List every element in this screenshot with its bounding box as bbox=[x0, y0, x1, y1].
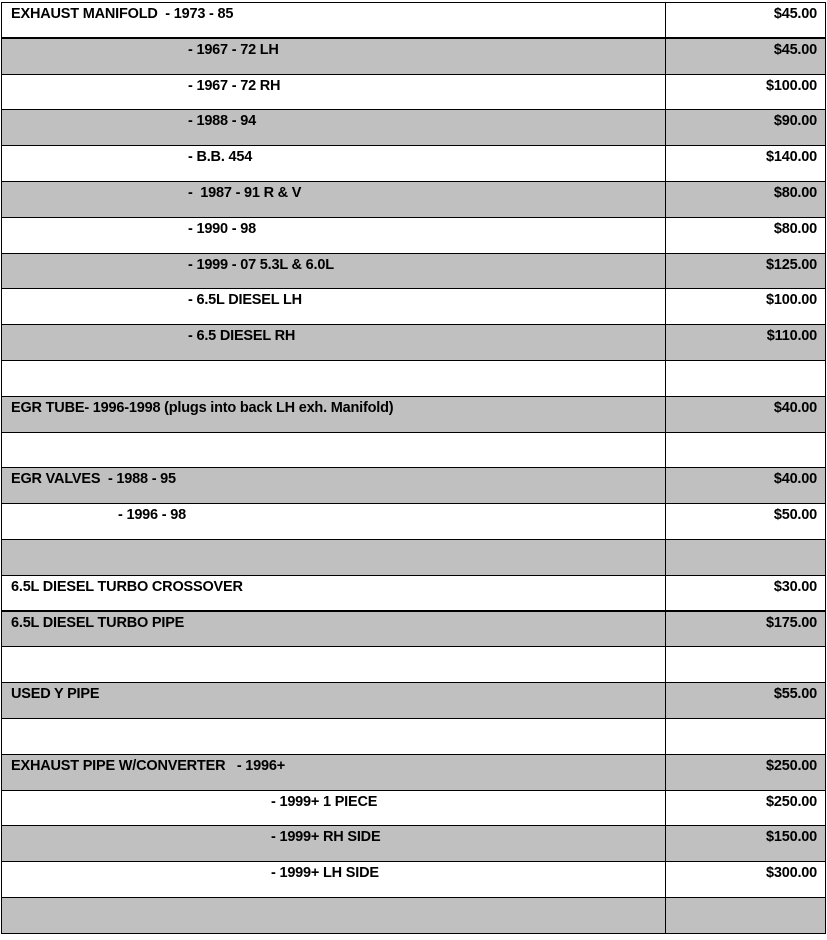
item-price bbox=[666, 540, 826, 575]
item-description bbox=[2, 433, 666, 468]
item-price: $110.00 bbox=[666, 325, 826, 360]
item-price: $300.00 bbox=[666, 862, 826, 897]
table-row bbox=[2, 218, 826, 254]
table-row bbox=[2, 898, 826, 934]
item-description bbox=[2, 719, 666, 754]
item-price: $90.00 bbox=[666, 110, 826, 145]
table-row bbox=[2, 612, 826, 648]
item-description: USED Y PIPE bbox=[2, 683, 666, 718]
item-description: - B.B. 454 bbox=[2, 146, 666, 181]
table-row bbox=[2, 755, 826, 791]
table-row bbox=[2, 468, 826, 504]
table-row bbox=[2, 361, 826, 397]
item-price: $55.00 bbox=[666, 683, 826, 718]
item-price: $80.00 bbox=[666, 182, 826, 217]
item-description: 6.5L DIESEL TURBO CROSSOVER bbox=[2, 576, 666, 610]
item-price: $250.00 bbox=[666, 791, 826, 826]
item-price: $45.00 bbox=[666, 39, 826, 74]
item-price: $100.00 bbox=[666, 75, 826, 110]
table-row bbox=[2, 647, 826, 683]
item-price: $250.00 bbox=[666, 755, 826, 790]
table-row bbox=[2, 182, 826, 218]
item-price: $140.00 bbox=[666, 146, 826, 181]
table-row bbox=[2, 504, 826, 540]
item-description: - 6.5L DIESEL LH bbox=[2, 289, 666, 324]
item-price: $30.00 bbox=[666, 576, 826, 610]
item-price: $45.00 bbox=[666, 3, 826, 37]
table-row bbox=[2, 862, 826, 898]
item-description bbox=[2, 647, 666, 682]
item-price bbox=[666, 361, 826, 396]
table-row bbox=[2, 289, 826, 325]
item-price: $40.00 bbox=[666, 468, 826, 503]
table-row bbox=[2, 719, 826, 755]
item-description: EGR TUBE- 1996-1998 (plugs into back LH exh. Manifold) bbox=[2, 397, 666, 432]
item-description: EXHAUST PIPE W/CONVERTER - 1996+ bbox=[2, 755, 666, 790]
item-price: $150.00 bbox=[666, 826, 826, 861]
item-description: - 1990 - 98 bbox=[2, 218, 666, 253]
table-row bbox=[2, 397, 826, 433]
table-row bbox=[2, 791, 826, 827]
item-description: EXHAUST MANIFOLD - 1973 - 85 bbox=[2, 3, 666, 37]
item-price bbox=[666, 719, 826, 754]
table-row bbox=[2, 3, 826, 39]
table-row bbox=[2, 826, 826, 862]
table-row bbox=[2, 75, 826, 111]
item-price: $175.00 bbox=[666, 612, 826, 647]
item-description: - 1988 - 94 bbox=[2, 110, 666, 145]
table-row bbox=[2, 433, 826, 469]
item-description: - 6.5 DIESEL RH bbox=[2, 325, 666, 360]
price-list-table bbox=[1, 2, 826, 934]
item-price bbox=[666, 647, 826, 682]
table-row bbox=[2, 325, 826, 361]
table-row bbox=[2, 254, 826, 290]
item-description bbox=[2, 898, 666, 933]
item-description: - 1967 - 72 RH bbox=[2, 75, 666, 110]
item-price bbox=[666, 898, 826, 933]
table-row bbox=[2, 576, 826, 612]
item-price: $125.00 bbox=[666, 254, 826, 289]
item-description: - 1999+ LH SIDE bbox=[2, 862, 666, 897]
item-description bbox=[2, 361, 666, 396]
table-row bbox=[2, 540, 826, 576]
item-description: - 1999+ RH SIDE bbox=[2, 826, 666, 861]
item-description bbox=[2, 540, 666, 575]
table-row bbox=[2, 146, 826, 182]
table-row bbox=[2, 39, 826, 75]
item-price: $40.00 bbox=[666, 397, 826, 432]
table-row bbox=[2, 683, 826, 719]
item-description: - 1987 - 91 R & V bbox=[2, 182, 666, 217]
item-description: - 1996 - 98 bbox=[2, 504, 666, 539]
item-description: - 1999 - 07 5.3L & 6.0L bbox=[2, 254, 666, 289]
item-description: - 1999+ 1 PIECE bbox=[2, 791, 666, 826]
item-description: - 1967 - 72 LH bbox=[2, 39, 666, 74]
item-price: $80.00 bbox=[666, 218, 826, 253]
item-description: EGR VALVES - 1988 - 95 bbox=[2, 468, 666, 503]
item-description: 6.5L DIESEL TURBO PIPE bbox=[2, 612, 666, 647]
item-price: $50.00 bbox=[666, 504, 826, 539]
item-price: $100.00 bbox=[666, 289, 826, 324]
item-price bbox=[666, 433, 826, 468]
table-row bbox=[2, 110, 826, 146]
